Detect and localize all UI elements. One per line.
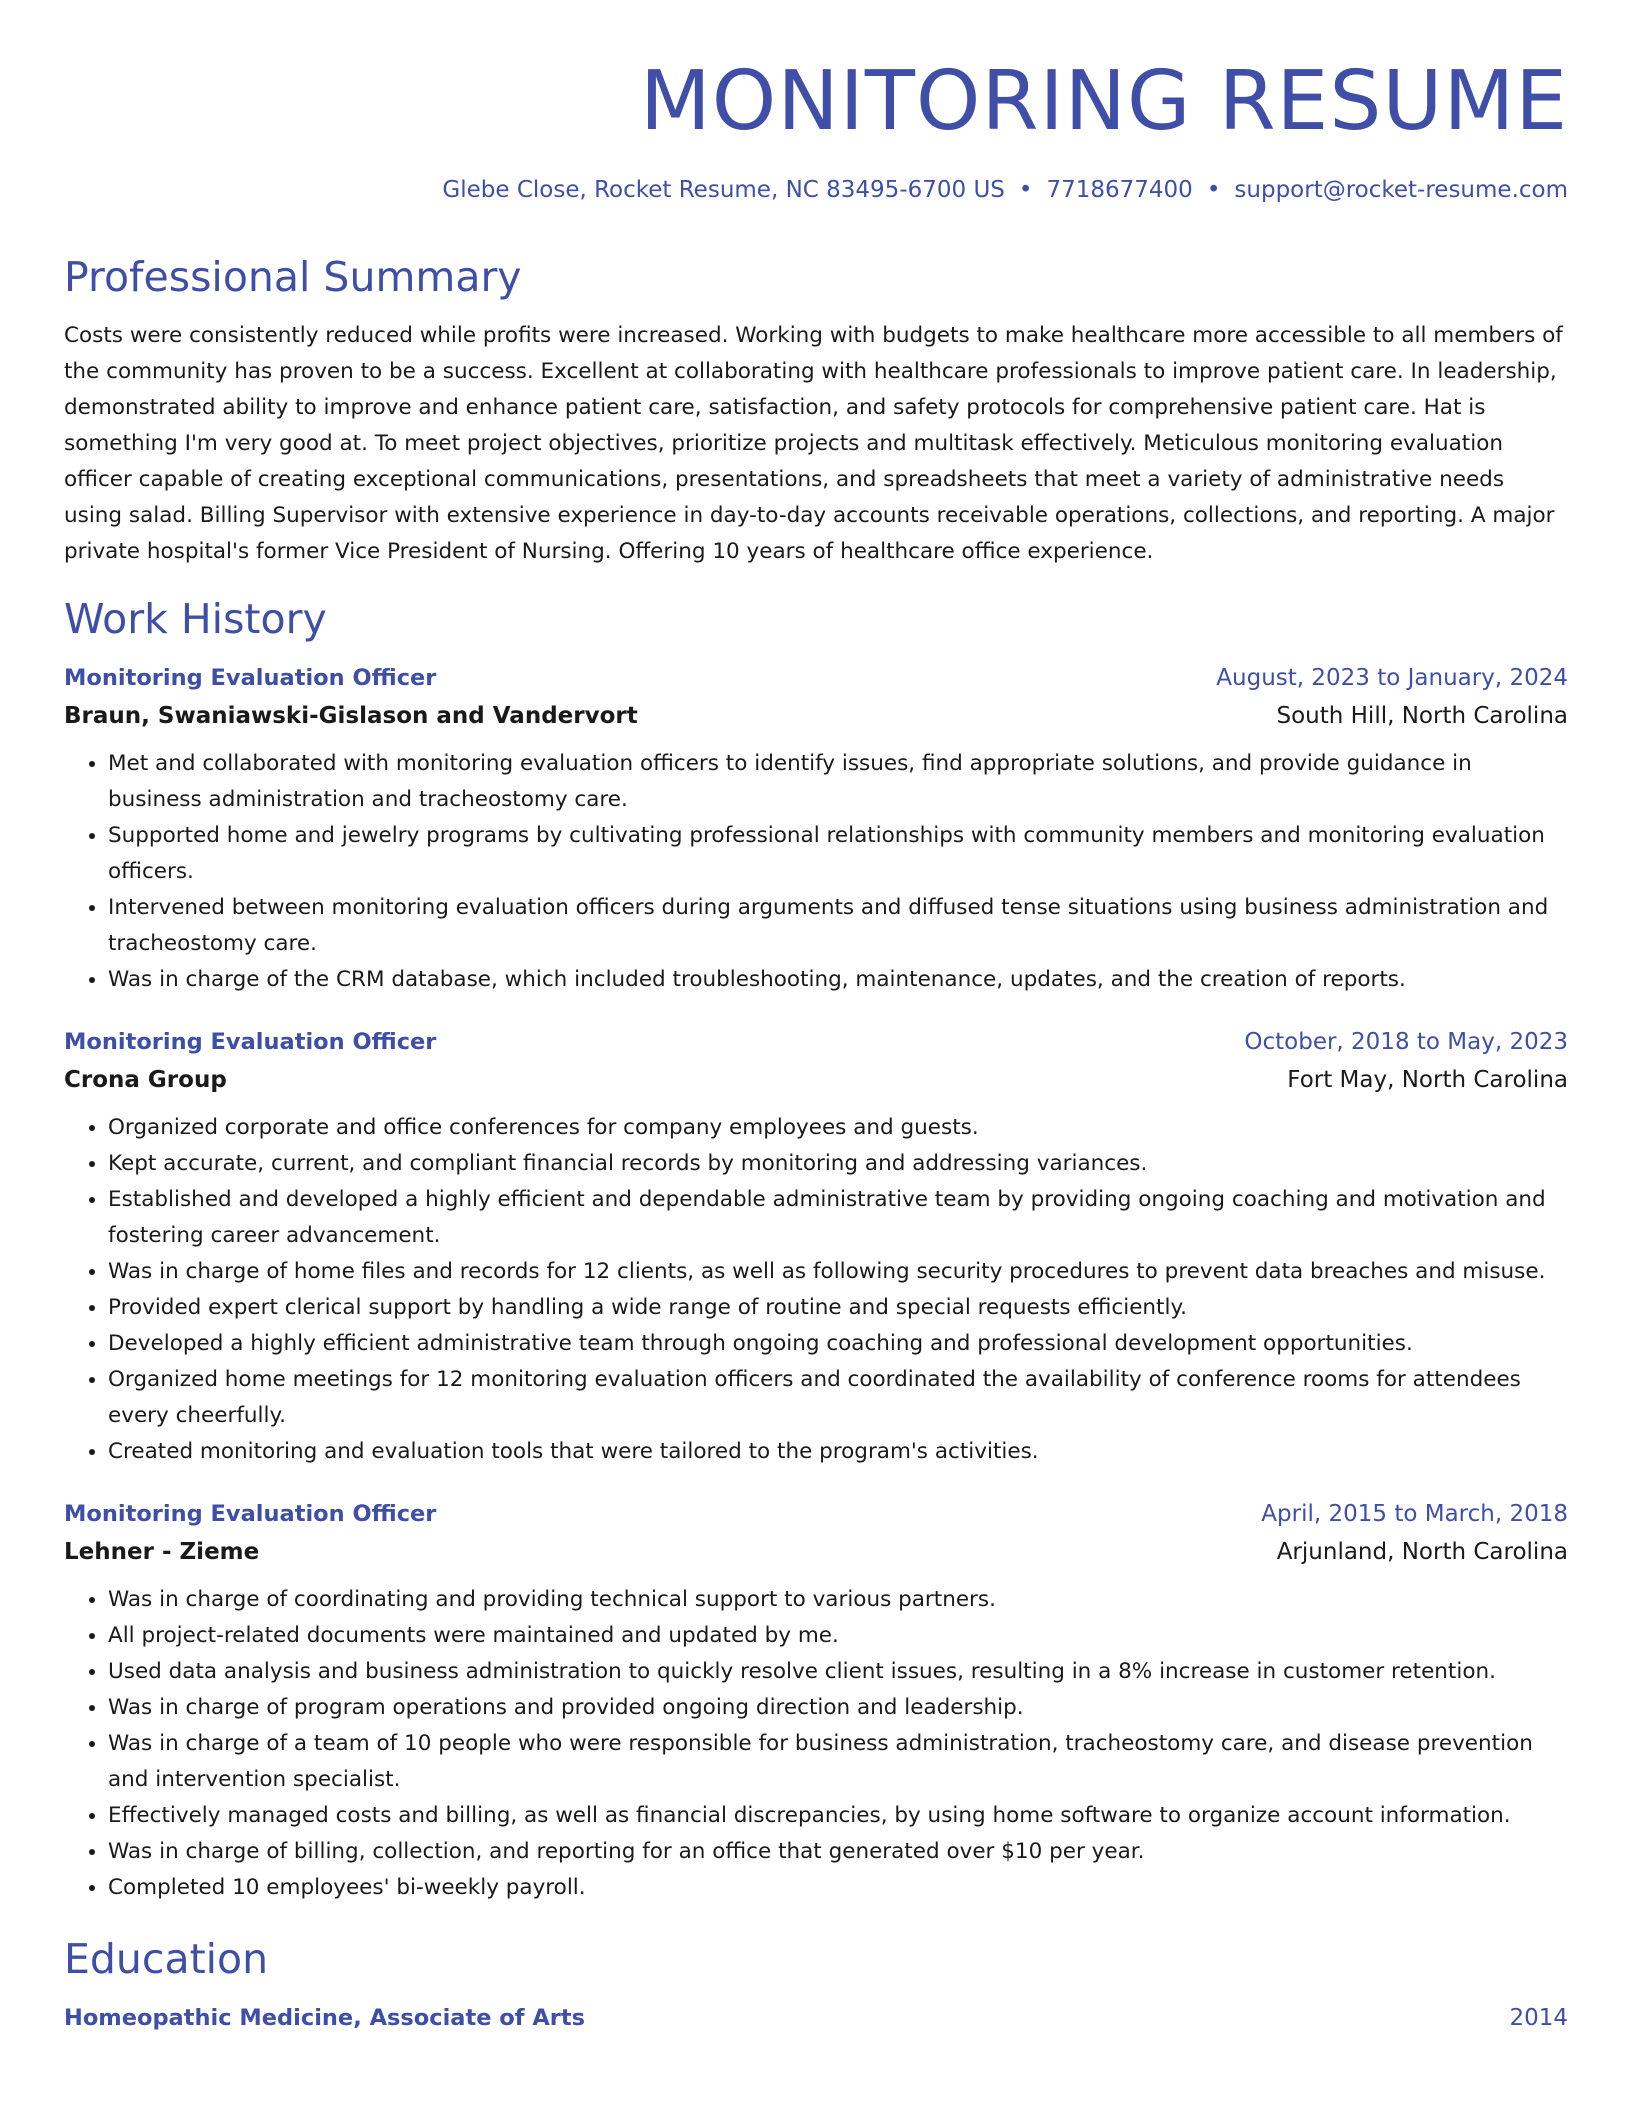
job-bullet: • Used data analysis and business administration to quickly resolve client issues, resulting in a 8% increase in customer retention. xyxy=(108,1654,1568,1690)
job-bullets xyxy=(64,746,1568,998)
work-history-heading: Work History xyxy=(64,595,327,643)
job-bullet: • Was in charge of coordinating and providing technical support to various partners. xyxy=(108,1582,1568,1618)
summary-text: Costs were consistently reduced while profits were increased. Working with budgets to make healthcare more accessible to all members of the community has proven to be a success. Excellent at collaborating with healthcare professionals to improve patient care. In leadership, demonstrated ability to improve and enhance patient care, satisfaction, and safety protocols for comprehensive patient care. Hat is something I'm very good at. To meet project objectives, prioritize projects and multitask effectively. Meticulous monitoring evaluation officer capable of creating exceptional communications, presentations, and spreadsheets that meet a variety of administrative needs using salad. Billing Supervisor with extensive experience in day-to-day accounts receivable operations, collections, and reporting. A major private hospital's former Vice President of Nursing. Offering 10 years of healthcare office experience. xyxy=(64,323,1563,564)
contact-address: Glebe Close, Rocket Resume, NC 83495-6700 US xyxy=(442,177,1005,203)
job-company-row xyxy=(64,696,1568,736)
contact-separator: • xyxy=(1206,177,1221,203)
job-bullet: • Kept accurate, current, and compliant financial records by monitoring and addressing variances. xyxy=(108,1146,1568,1182)
job-bullet: • Developed a highly efficient administrative team through ongoing coaching and professional development opportunities. xyxy=(108,1326,1568,1362)
job-bullets xyxy=(64,1110,1568,1470)
education-entry xyxy=(64,2000,1568,2036)
contact-line xyxy=(64,174,1568,206)
education-degree: Homeopathic Medicine, Associate of Arts xyxy=(64,2005,586,2031)
job-header-row xyxy=(64,660,1568,696)
job-bullet: • Met and collaborated with monitoring evaluation officers to identify issues, find appropriate solutions, and provide guidance in business administration and tracheostomy care. xyxy=(108,746,1568,818)
job-location: South Hill, North Carolina xyxy=(1276,703,1568,729)
job-bullet: • Intervened between monitoring evaluation officers during arguments and diffused tense situations using business administration and tracheostomy care. xyxy=(108,890,1568,962)
job-bullet: • Created monitoring and evaluation tools that were tailored to the program's activities. xyxy=(108,1434,1568,1470)
job-bullet: • Organized home meetings for 12 monitoring evaluation officers and coordinated the availability of conference rooms for attendees every cheerfully. xyxy=(108,1362,1568,1434)
job-bullet: • Completed 10 employees' bi-weekly payroll. xyxy=(108,1870,1568,1906)
job-bullet: • Supported home and jewelry programs by cultivating professional relationships with community members and monitoring evaluation officers. xyxy=(108,818,1568,890)
job-entry xyxy=(64,1024,1568,1470)
job-company: Crona Group xyxy=(64,1067,227,1093)
summary-heading: Professional Summary xyxy=(64,253,522,301)
job-company-row xyxy=(64,1532,1568,1572)
job-location: Fort May, North Carolina xyxy=(1287,1067,1568,1093)
job-bullet: • Was in charge of program operations and provided ongoing direction and leadership. xyxy=(108,1690,1568,1726)
job-dates: April, 2015 to March, 2018 xyxy=(1261,1501,1568,1527)
contact-phone: 7718677400 xyxy=(1046,177,1193,203)
job-entry xyxy=(64,660,1568,998)
job-title: Monitoring Evaluation Officer xyxy=(64,1501,437,1527)
contact-separator: • xyxy=(1018,177,1033,203)
job-title: Monitoring Evaluation Officer xyxy=(64,1029,437,1055)
job-header-row xyxy=(64,1496,1568,1532)
job-dates: October, 2018 to May, 2023 xyxy=(1244,1029,1568,1055)
job-entry xyxy=(64,1496,1568,1906)
job-bullet: • Was in charge of a team of 10 people who were responsible for business administration, tracheostomy care, and disease prevention and intervention specialist. xyxy=(108,1726,1568,1798)
job-title: Monitoring Evaluation Officer xyxy=(64,665,437,691)
job-dates: August, 2023 to January, 2024 xyxy=(1216,665,1568,691)
job-bullet: • Was in charge of the CRM database, which included troubleshooting, maintenance, updates, and the creation of reports. xyxy=(108,962,1568,998)
job-header-row xyxy=(64,1024,1568,1060)
education-year: 2014 xyxy=(1509,2005,1568,2031)
job-bullet: • Was in charge of home files and records for 12 clients, as well as following security procedures to prevent data breaches and misuse. xyxy=(108,1254,1568,1290)
job-bullet: • Provided expert clerical support by handling a wide range of routine and special requests efficiently. xyxy=(108,1290,1568,1326)
job-bullet: • Effectively managed costs and billing, as well as financial discrepancies, by using home software to organize account information. xyxy=(108,1798,1568,1834)
job-bullet: • Established and developed a highly efficient and dependable administrative team by providing ongoing coaching and motivation and fostering career advancement. xyxy=(108,1182,1568,1254)
job-company: Lehner - Zieme xyxy=(64,1539,260,1565)
job-location: Arjunland, North Carolina xyxy=(1276,1539,1568,1565)
resume-name: MONITORING RESUME xyxy=(640,54,1568,149)
job-company: Braun, Swaniawski-Gislason and Vandervort xyxy=(64,703,638,729)
job-company-row xyxy=(64,1060,1568,1100)
job-bullets xyxy=(64,1582,1568,1906)
job-bullet: • Was in charge of billing, collection, and reporting for an office that generated over $10 per year. xyxy=(108,1834,1568,1870)
job-bullet: • Organized corporate and office conferences for company employees and guests. xyxy=(108,1110,1568,1146)
education-heading: Education xyxy=(64,1935,269,1983)
job-bullet: • All project-related documents were maintained and updated by me. xyxy=(108,1618,1568,1654)
contact-email: support@rocket-resume.com xyxy=(1234,177,1568,203)
